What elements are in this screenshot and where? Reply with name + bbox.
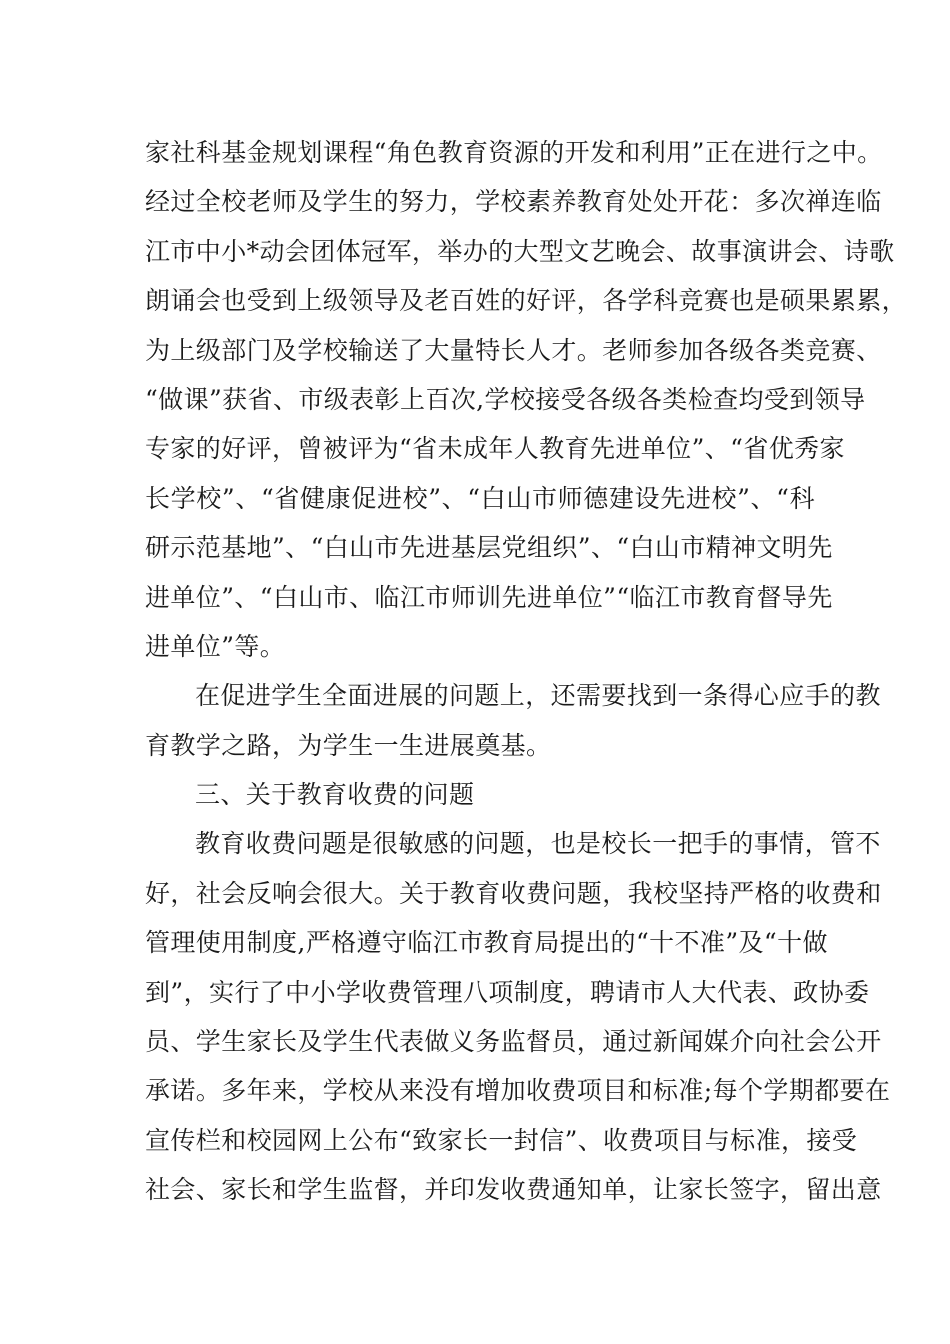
text-line: 管理使用制度,严格遵守临江市教育局提出的“十不准”及“十做	[145, 928, 828, 958]
text-line: 在促进学生全面进展的问题上，还需要找到一条得心应手的教	[195, 681, 881, 711]
text-line: 员、学生家长及学生代表做义务监督员，通过新闻媒介向社会公开	[145, 1027, 882, 1057]
text-line: 教育收费问题是很敏感的问题，也是校长一把手的事情，管不	[195, 829, 881, 859]
text-line: 进单位”、“白山市、临江市师训先进单位”“临江市教育督导先	[145, 582, 833, 612]
text-line: 育教学之路，为学生一生进展奠基。	[145, 730, 552, 760]
text-line: “做课”获省、市级表彰上百次,学校接受各级各类检查均受到领导	[145, 384, 866, 414]
text-line: 研示范基地”、“白山市先进基层党组织”、“白山市精神文明先	[145, 533, 833, 563]
text-line: 三、关于教育收费的问题	[195, 780, 475, 810]
text-line: 专家的好评，曾被评为“省未成年人教育先进单位”、“省优秀家	[145, 434, 845, 464]
text-line: 朗诵会也受到上级领导及老百姓的好评，各学科竞赛也是硕果累累，	[145, 286, 908, 316]
document-body	[145, 128, 908, 1215]
text-line: 家社科基金规划课程“角色教育资源的开发和利用”正在进行之中。	[145, 138, 883, 167]
text-line: 社会、家长和学生监督，并印发收费通知单，让家长签字，留出意	[145, 1175, 882, 1205]
text-line: 宣传栏和校园网上公布“致家长一封信”、收费项目与标准，接受	[145, 1125, 858, 1155]
text-line: 长学校”、“省健康促进校”、“白山市师德建设先进校”、“科	[145, 483, 815, 513]
text-line: 到”，实行了中小学收费管理八项制度，聘请市人大代表、政协委	[145, 977, 870, 1007]
text-line: 江市中小*动会团体冠军，举办的大型文艺晚会、故事演讲会、诗歌	[145, 236, 895, 266]
text-line: 经过全校老师及学生的努力，学校素养教育处处开花：多次禅连临	[145, 187, 882, 217]
text-line: 进单位”等。	[145, 631, 286, 661]
text-line: 好，社会反响会很大。关于教育收费问题，我校坚持严格的收费和	[145, 878, 882, 908]
text-line: 承诺。多年来，学校从来没有增加收费项目和标准;每个学期都要在	[145, 1076, 891, 1106]
text-line: 为上级部门及学校输送了大量特长人才。老师参加各级各类竞赛、	[145, 335, 882, 365]
